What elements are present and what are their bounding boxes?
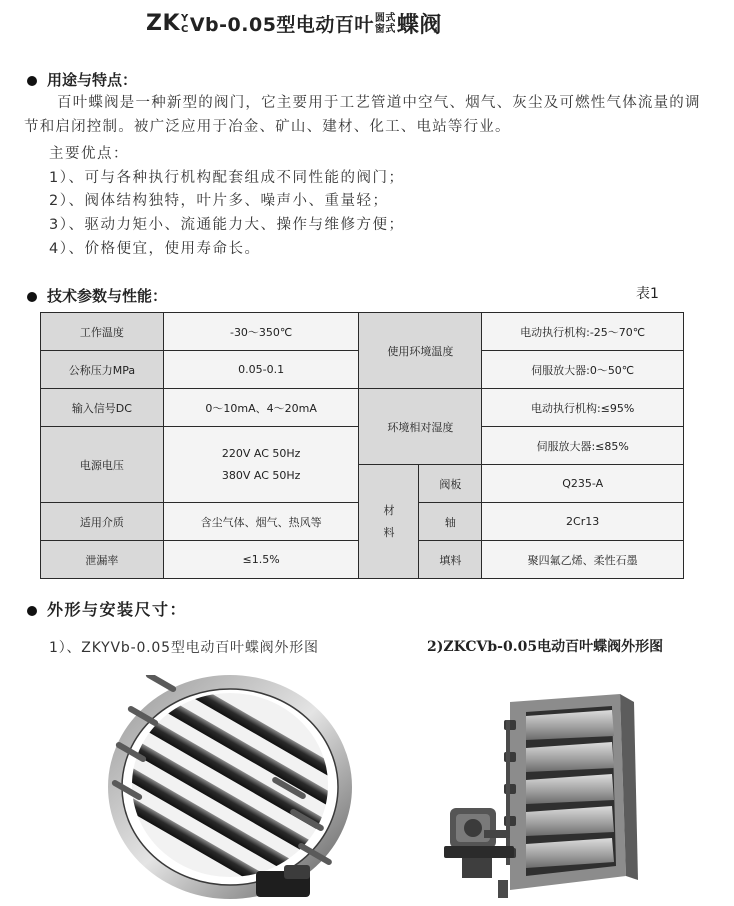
spec-label: 适用介质	[41, 503, 164, 541]
spec-label: 轴	[419, 503, 482, 541]
spec-label: 电源电压	[41, 427, 164, 503]
figure-caption-round: 1）、ZKYVb-0.05型电动百叶蝶阀外形图	[49, 640, 319, 656]
voltage-line: 220V AC 50Hz	[221, 446, 301, 460]
spec-value: 伺服放大器:0～50℃	[482, 351, 684, 389]
title-type-round: 圆式	[374, 12, 396, 24]
figure-caption-window: 2)ZKCVb-0.05电动百叶蝶阀外形图	[427, 639, 664, 655]
advantage-item: 1）、可与各种执行机构配套组成不同性能的阀门；	[49, 170, 405, 186]
spec-label: 泄漏率	[41, 541, 164, 579]
advantage-item: 4）、价格便宜，使用寿命长。	[49, 241, 261, 257]
spec-value: 0～10mA、4～20mA	[163, 389, 359, 427]
spec-label: 工作温度	[41, 313, 164, 351]
material-label: 材	[383, 503, 395, 517]
spec-value	[163, 427, 359, 503]
title-model-variants	[181, 13, 189, 35]
table-label: 表1	[636, 286, 659, 302]
spec-value: -30～350℃	[163, 313, 359, 351]
dimensions-heading: 外形与安装尺寸：	[27, 597, 187, 620]
table-row	[41, 313, 684, 351]
spec-label: 填料	[419, 541, 482, 579]
title-type-variants	[375, 13, 396, 35]
material-label: 料	[383, 525, 395, 539]
title-type-window: 窗式	[374, 23, 396, 35]
spec-label: 公称压力MPa	[41, 351, 164, 389]
specs-heading: 技术参数与性能：	[27, 285, 167, 306]
spec-label: 输入信号DC	[41, 389, 164, 427]
page-title	[146, 8, 442, 42]
bullet-icon	[27, 292, 37, 302]
advantage-item: 3）、驱动力矩小、流通能力大、操作与维修方便；	[49, 217, 405, 233]
advantages-heading: 主要优点：	[49, 146, 129, 162]
spec-value: 电动执行机构:≤95%	[482, 389, 684, 427]
title-prefix: ZK	[146, 11, 180, 36]
advantage-item: 2）、阀体结构独特，叶片多、噪声小、重量轻；	[49, 193, 389, 209]
usage-heading: 用途与特点：	[27, 69, 137, 90]
title-suffix: 蝶阀	[396, 13, 442, 38]
spec-value: 2Cr13	[482, 503, 684, 541]
spec-value: ≤1.5%	[163, 541, 359, 579]
spec-label: 阀板	[419, 465, 482, 503]
title-variant-y: Y	[181, 12, 189, 24]
spec-value: Q235-A	[482, 465, 684, 503]
spec-label: 使用环境温度	[359, 313, 482, 389]
spec-value: 伺服放大器:≤85%	[482, 427, 684, 465]
spec-table	[40, 312, 684, 579]
bullet-icon	[27, 606, 37, 616]
bullet-icon	[27, 76, 37, 86]
spec-value: 含尘气体、烟气、热风等	[163, 503, 359, 541]
spec-value: 0.05-0.1	[163, 351, 359, 389]
spec-value: 聚四氟乙烯、柔性石墨	[482, 541, 684, 579]
voltage-line: 380V AC 50Hz	[221, 468, 301, 482]
spec-value: 电动执行机构:-25～70℃	[482, 313, 684, 351]
title-variant-c: C	[181, 23, 189, 35]
spec-label	[359, 465, 419, 579]
spec-label: 环境相对湿度	[359, 389, 482, 465]
title-middle: Vb-0.05型电动百叶	[189, 14, 374, 36]
usage-paragraph: 百叶蝶阀是一种新型的阀门，它主要用于工艺管道中空气、烟气、灰尘及可燃性气体流量的调节和启闭控制。被广泛应用于冶金、矿山、建材、化工、电站等行业。	[24, 95, 701, 135]
window-valve-illustration	[440, 690, 675, 903]
table-row	[41, 389, 684, 427]
round-valve-illustration	[100, 675, 360, 903]
